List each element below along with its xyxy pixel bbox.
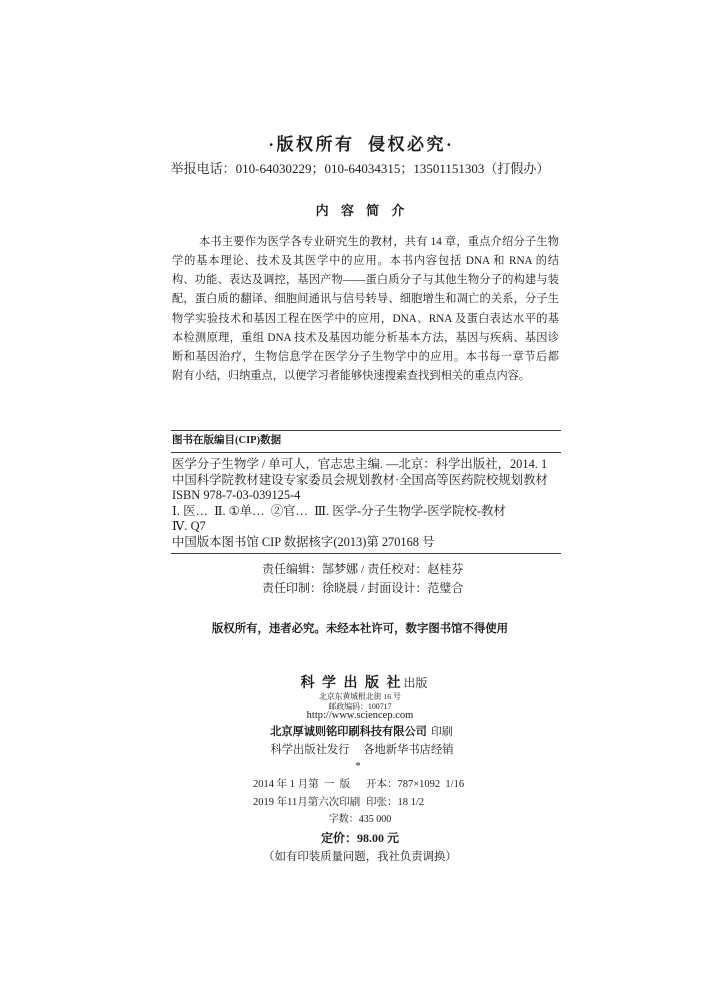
printed-sheets: 印张：18 1/2 <box>366 797 425 808</box>
summary-line: 构、功能、表达及调控，基因产物——蛋白质分子与其他生物分子的构建与装 <box>172 274 559 287</box>
edition-date: 2014 年 1 月第 一 版 <box>253 779 351 790</box>
publisher-line <box>0 675 720 692</box>
cip-isbn: ISBN 978-7-03-039125-4 <box>172 488 301 502</box>
publisher-website: http://www.sciencep.com <box>306 710 414 721</box>
cip-classification-number: Ⅳ. Q7 <box>172 519 206 533</box>
word-count: 字数：435 000 <box>328 814 392 825</box>
printer-name: 北京厚诚则铭印刷科技有限公司 <box>270 726 427 738</box>
summary-line: 学的基本理论、技术及其医学中的应用。本书内容包括 DNA 和 RNA 的结 <box>172 255 559 268</box>
rights-statement: 版权所有，违者必究。未经本社许可，数字图书馆不得使用 <box>211 623 509 635</box>
printer-role: 印刷 <box>430 726 453 738</box>
cip-top-rule <box>171 430 561 431</box>
copyright-title: ·版权所有 侵权必究· <box>268 135 455 154</box>
printer-line <box>0 723 720 740</box>
editor-credits: 责任编辑：郜梦娜 / 责任校对：赵桂芬 <box>262 562 464 576</box>
report-hotline: 举报电话：010-64030229；010-64034315；13501151303（打假办） <box>170 161 550 176</box>
cip-heading-rule <box>171 452 561 453</box>
cip-number: 中国版本图书馆 CIP 数据核字(2013)第 270168 号 <box>172 535 435 549</box>
quality-note: （如有印装质量问题，我社负责调换） <box>263 851 457 863</box>
summary-line: 本检测原理，重组 DNA 技术及基因功能分析基本方法，基因与疾病、基因诊 <box>172 331 559 344</box>
publisher-role: 出版 <box>403 676 428 690</box>
cip-heading: 图书在版编目(CIP)数据 <box>172 435 282 446</box>
production-credits: 责任印制：徐晓晨 / 封面设计：范璧合 <box>262 581 464 595</box>
format-size: 开本：787×1092 1/16 <box>366 779 465 790</box>
publisher-postcode: 邮政编码：100717 <box>328 702 392 711</box>
summary-line: 附有小结，归纳重点，以便学习者能够快速搜索查找到相关的重点内容。 <box>172 369 531 382</box>
price: 定价：98.00 元 <box>320 831 399 845</box>
printing-date: 2019 年11月第六次印刷 <box>253 797 361 808</box>
summary-body <box>172 233 559 386</box>
summary-line: 配，蛋白质的翻译、细胞间通讯与信号转导、细胞增生和凋亡的关系，分子生 <box>172 293 559 306</box>
publisher-address: 北京东黄城根北街 16 号 <box>319 692 401 701</box>
separator-asterisk: * <box>355 760 361 772</box>
distribution-line: 科学出版社发行 各地新华书店经销 <box>270 744 454 756</box>
cip-series-line: 中国科学院教材建设专家委员会规划教材·全国高等医药院校规划教材 <box>172 473 548 487</box>
publisher-name: 科 学 出 版 社 <box>300 676 403 691</box>
cip-classification: Ⅰ. 医… Ⅱ. ①单… ②官… Ⅲ. 医学-分子生物学-医学院校-教材 <box>172 504 506 518</box>
cip-bottom-rule <box>171 553 561 554</box>
summary-line: 物学实验技术和基因工程在医学中的应用，DNA、RNA 及蛋白表达水平的基 <box>172 312 559 325</box>
summary-line: 断和基因治疗，生物信息学在医学分子生物学中的应用。本书每一章节后都 <box>172 350 559 363</box>
summary-line: 本书主要作为医学各专业研究生的教材，共有 14 章，重点介绍分子生物 <box>199 236 559 248</box>
cip-title-line: 医学分子生物学 / 单可人，官志忠主编. —北京：科学出版社，2014. 1 <box>172 457 548 471</box>
summary-heading: 内 容 简 介 <box>315 203 409 218</box>
